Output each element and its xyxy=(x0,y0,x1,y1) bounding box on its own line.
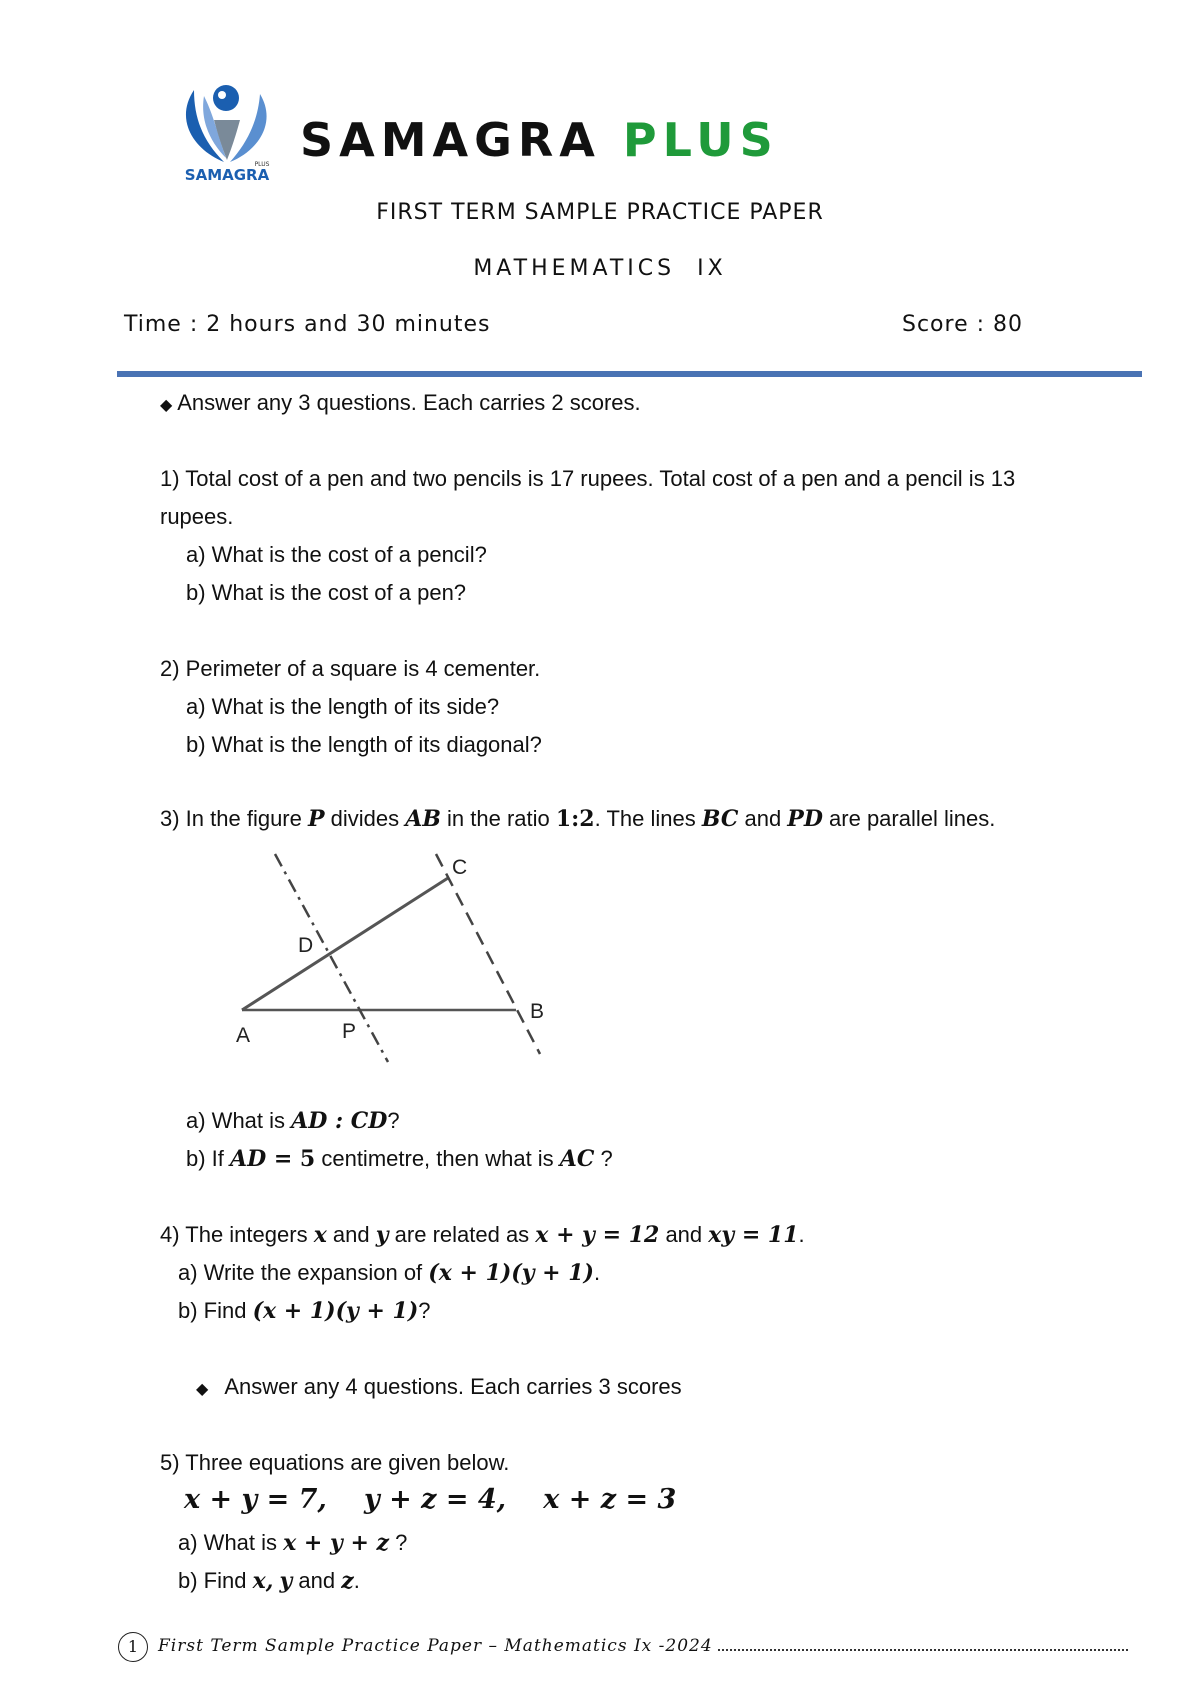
score-info: Score : 80 xyxy=(902,312,1024,337)
label-b: B xyxy=(530,1000,545,1023)
brand-title xyxy=(300,112,779,168)
subject-title: MATHEMATICS IX xyxy=(473,256,727,281)
svg-text:PLUS: PLUS xyxy=(254,161,270,168)
question-3-part-b: b) If AD = 5 centimetre, then what is AC ? xyxy=(186,1146,613,1172)
question-5-stem: 5) Three equations are given below. xyxy=(160,1450,510,1475)
label-d: D xyxy=(298,934,314,957)
footer-text: First Term Sample Practice Paper – Mathematics Ix -2024 xyxy=(158,1636,713,1656)
question-1-part-b: b) What is the cost of a pen? xyxy=(186,580,467,605)
question-5-part-b: b) Find x, y and z. xyxy=(178,1568,360,1594)
question-2-part-a: a) What is the length of its side? xyxy=(186,694,500,719)
line-bc xyxy=(436,854,540,1054)
question-5-part-a: a) What is x + y + z ? xyxy=(178,1530,408,1556)
question-4-part-b: b) Find (x + 1)(y + 1)? xyxy=(178,1298,431,1324)
label-a: A xyxy=(236,1024,251,1047)
label-p: P xyxy=(342,1020,357,1043)
brand-main: SAMAGRA xyxy=(300,113,601,167)
question-1-part-a: a) What is the cost of a pencil? xyxy=(186,542,487,567)
paper-subtitle: FIRST TERM SAMPLE PRACTICE PAPER xyxy=(376,200,824,225)
question-4-part-a: a) Write the expansion of (x + 1)(y + 1). xyxy=(178,1260,601,1286)
section-instruction-1: ◆ Answer any 3 questions. Each carries 2 scores. xyxy=(160,390,641,415)
question-3-stem: 3) In the figure P divides AB in the ratio 1:2. The lines BC and PD are parallel lines. xyxy=(160,806,996,832)
question-5-equations: x + y = 7, y + z = 4, x + z = 3 xyxy=(184,1484,677,1515)
footer-dotted-line xyxy=(718,1649,1128,1651)
question-4-stem: 4) The integers x and y are related as x + y = 12 and xy = 11. xyxy=(160,1222,805,1248)
diamond-bullet-icon: ◆ xyxy=(196,1381,209,1398)
line-ac xyxy=(242,878,448,1010)
diamond-bullet-icon: ◆ xyxy=(160,397,173,414)
time-info: Time : 2 hours and 30 minutes xyxy=(124,312,491,337)
line-pd xyxy=(275,854,388,1062)
question-3-part-a: a) What is AD : CD? xyxy=(186,1108,400,1134)
brand-accent: PLUS xyxy=(622,113,779,167)
question-1-stem-line1: 1) Total cost of a pen and two pencils is 17 rupees. Total cost of a pen and a pencil is 13 xyxy=(160,466,1016,491)
page-number: 1 xyxy=(118,1632,148,1662)
question-1-stem-line2: rupees. xyxy=(160,504,234,529)
triangle-figure xyxy=(220,848,560,1068)
page-footer xyxy=(118,1632,1128,1666)
header-rule xyxy=(117,371,1142,377)
question-2 xyxy=(160,650,1160,764)
svg-text:SAMAGRA: SAMAGRA xyxy=(184,166,270,184)
section-instruction-2: ◆ Answer any 4 questions. Each carries 3 scores xyxy=(196,1374,682,1399)
question-1 xyxy=(160,460,1160,612)
label-c: C xyxy=(452,856,468,879)
samagra-logo xyxy=(174,80,280,186)
question-2-part-b: b) What is the length of its diagonal? xyxy=(186,732,542,757)
question-2-stem: 2) Perimeter of a square is 4 cementer. xyxy=(160,656,541,681)
